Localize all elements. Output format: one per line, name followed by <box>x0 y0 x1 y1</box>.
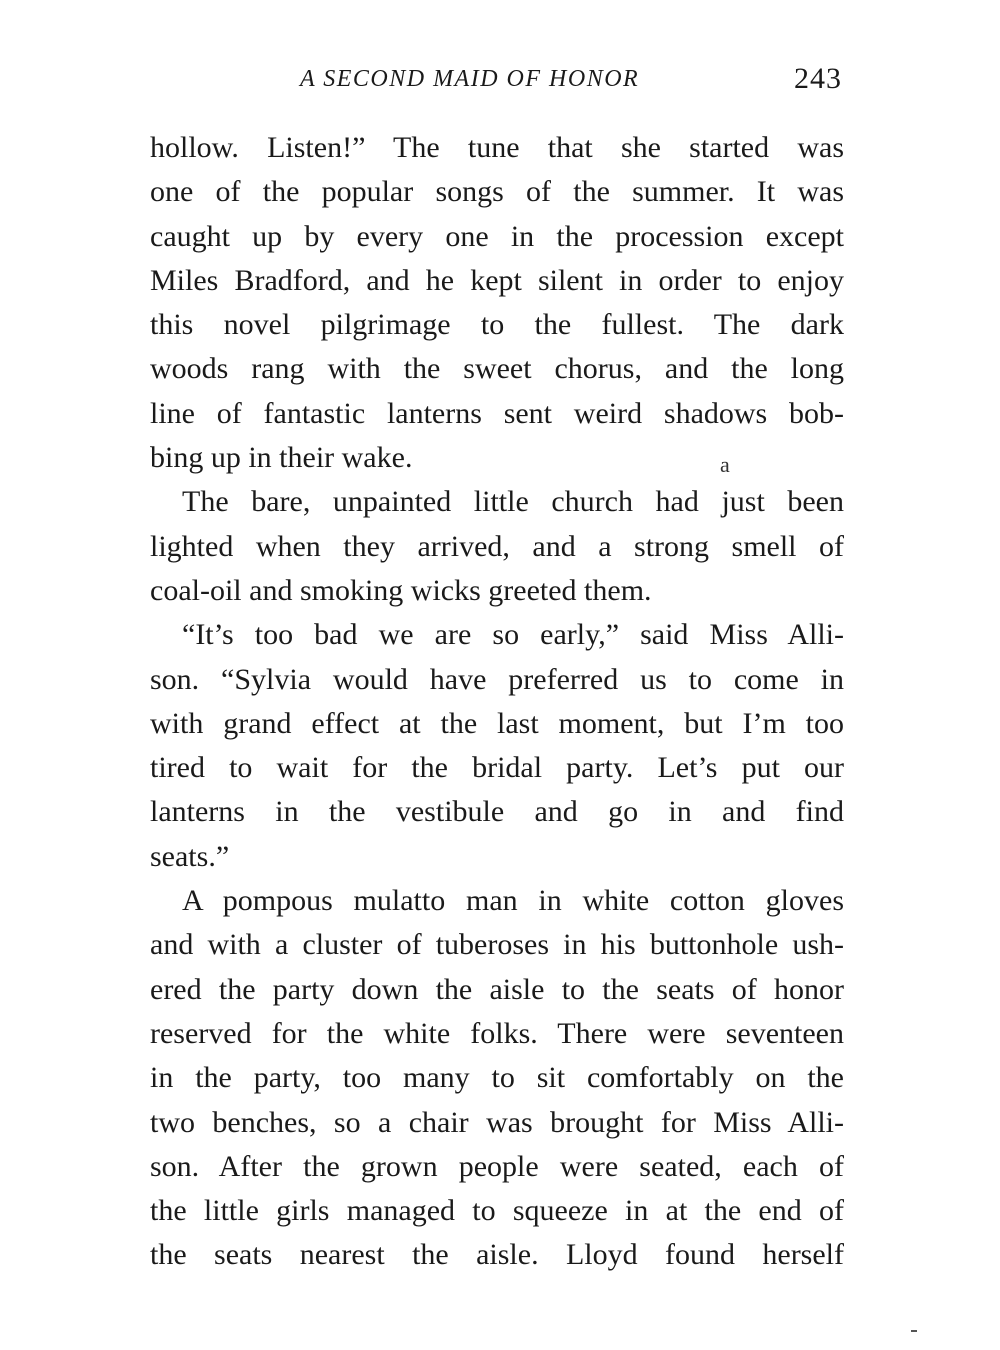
text-line: Miles Bradford, and he kept silent in order to enjoy <box>150 263 844 297</box>
text-line: son. “Sylvia would have preferred us to come in <box>150 662 844 696</box>
body-text <box>150 126 844 1278</box>
text-line: woods rang with the sweet chorus, and the long <box>150 352 844 386</box>
text-line: one of the popular songs of the summer. It was <box>150 175 844 209</box>
text-line: in the party, too many to sit comfortably on the <box>150 1061 844 1095</box>
text-line: the little girls managed to squeeze in at the end of <box>150 1194 844 1228</box>
text-line: bing up in their wake. <box>150 441 413 475</box>
text-line: with grand effect at the last moment, but I’m too <box>150 706 844 740</box>
text-line: seats.” <box>150 839 230 873</box>
text-line: this novel pilgrimage to the fullest. The dark <box>150 308 844 342</box>
stray-mark: a <box>720 452 730 477</box>
text-line: hollow. Listen!” The tune that she started was <box>150 131 844 164</box>
page-number: 243 <box>794 62 842 95</box>
scan-artifact <box>911 1330 917 1332</box>
text-line: lanterns in the vestibule and go in and find <box>150 795 844 829</box>
text-line: two benches, so a chair was brought for Miss Alli- <box>150 1105 844 1139</box>
paragraph-start-line: “It’s too bad we are so early,” said Miss Alli- <box>182 618 844 652</box>
text-line: reserved for the white folks. There were seventeen <box>150 1016 844 1050</box>
running-title: A SECOND MAID OF HONOR <box>300 66 640 92</box>
text-line: lighted when they arrived, and a strong smell of <box>150 529 844 563</box>
paragraph-start-line: A pompous mulatto man in white cotton gloves <box>182 884 844 918</box>
text-line: line of fantastic lanterns sent weird shadows bob- <box>150 396 844 430</box>
paragraph-start-line: The bare, unpainted little church had just been <box>182 485 844 519</box>
text-line: son. After the grown people were seated, each of <box>150 1149 844 1183</box>
text-line: tired to wait for the bridal party. Let’s put our <box>150 751 844 785</box>
text-line: caught up by every one in the procession except <box>150 219 844 253</box>
text-line: the seats nearest the aisle. Lloyd found herself <box>150 1238 844 1272</box>
text-line: ered the party down the aisle to the seats of honor <box>150 972 844 1006</box>
text-line: coal-oil and smoking wicks greeted them. <box>150 573 652 607</box>
running-head <box>150 62 844 102</box>
text-line: and with a cluster of tuberoses in his buttonhole ush- <box>150 928 844 962</box>
